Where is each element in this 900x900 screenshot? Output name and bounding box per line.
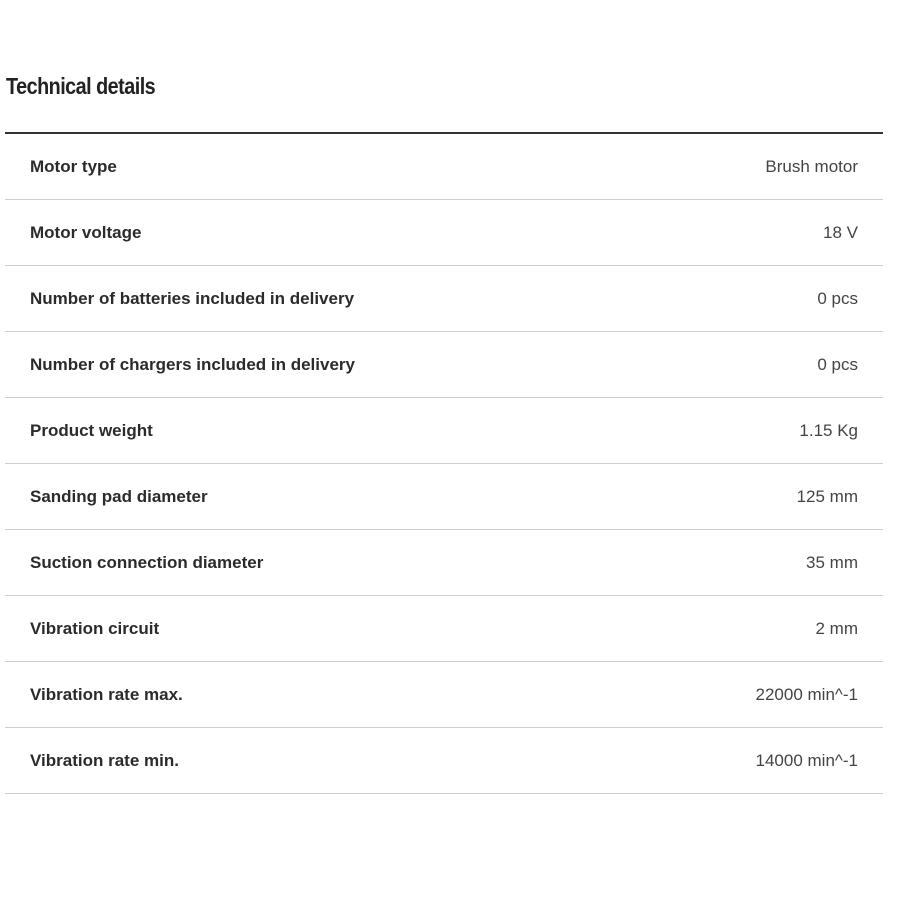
spec-label: Number of chargers included in delivery	[30, 354, 355, 374]
spec-value: 2 mm	[815, 618, 858, 638]
spec-row-vibration-circuit	[5, 596, 883, 662]
spec-label: Suction connection diameter	[30, 552, 264, 572]
spec-label: Product weight	[30, 420, 153, 440]
spec-label: Motor type	[30, 156, 117, 176]
section-title: Technical details	[6, 73, 156, 99]
specs-table	[5, 132, 883, 794]
spec-value: 22000 min^-1	[755, 684, 858, 704]
spec-row-sanding-pad-diameter	[5, 464, 883, 530]
spec-value: 125 mm	[796, 486, 858, 506]
spec-label: Vibration rate max.	[30, 684, 183, 704]
spec-row-motor-type	[5, 134, 883, 200]
spec-row-chargers-included	[5, 332, 883, 398]
spec-row-motor-voltage	[5, 200, 883, 266]
spec-label: Vibration rate min.	[30, 750, 179, 770]
spec-label: Number of batteries included in delivery	[30, 288, 355, 308]
spec-row-vibration-rate-min	[5, 728, 883, 794]
spec-value: 18 V	[823, 222, 858, 242]
spec-value: 35 mm	[806, 552, 858, 572]
spec-row-product-weight	[5, 398, 883, 464]
spec-value: 14000 min^-1	[755, 750, 858, 770]
spec-value: 0 pcs	[817, 354, 858, 374]
spec-row-batteries-included	[5, 266, 883, 332]
spec-label: Motor voltage	[30, 222, 142, 242]
spec-value: 1.15 Kg	[799, 420, 858, 440]
spec-label: Sanding pad diameter	[30, 486, 208, 506]
spec-label: Vibration circuit	[30, 618, 160, 638]
spec-row-vibration-rate-max	[5, 662, 883, 728]
spec-value: 0 pcs	[817, 288, 858, 308]
spec-value: Brush motor	[765, 156, 858, 176]
spec-row-suction-connection-diameter	[5, 530, 883, 596]
